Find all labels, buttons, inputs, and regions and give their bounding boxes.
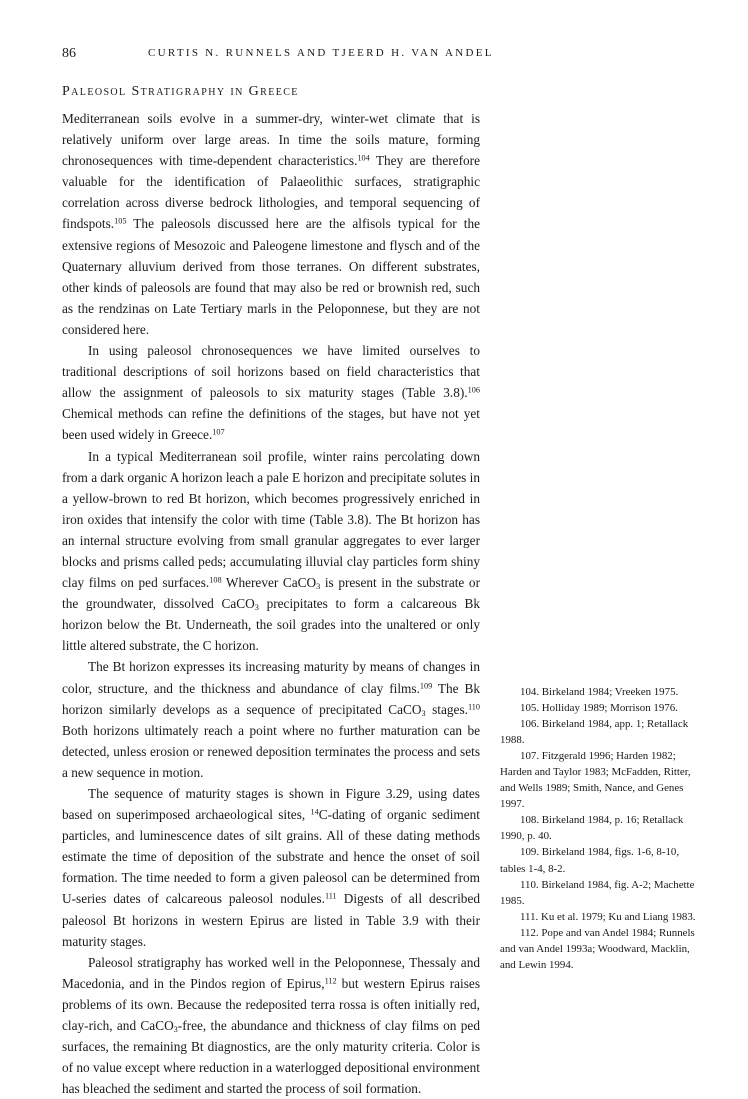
- footnote-ref: 108: [209, 575, 222, 585]
- footnote-ref: 107: [212, 427, 225, 437]
- footnote-ref: 109: [419, 681, 433, 690]
- footnote-ref: 106: [467, 385, 480, 395]
- page-number: 86: [62, 46, 76, 61]
- footnote: 108. Birkeland 1984, p. 16; Retallack 1990, p. 40.: [500, 814, 684, 843]
- paragraph: Paleosol stratigraphy has worked well in the Peloponnese, Thessaly and Macedonia, and in the Pindos region of Epirus,$^{112}$ but western Epirus raises problems of its own. Because the redeposited terra rossa is often initially red, clay-rich, and CaCO$_3$-free, the abundance and thickness of clay films on ped surfaces, the remaining Bt diagnostics, are the only maturity criteria. Color is of no value except where reduction in a waterlogged depositional environment has bleached the sediment and started the process of soil formation.: [62, 954, 480, 1097]
- footnote: 105. Holliday 1989; Morrison 1976.: [520, 702, 678, 715]
- footnote: 110. Birkeland 1984, fig. A-2; Machette 1985.: [500, 878, 695, 907]
- footnote: 109. Birkeland 1984, figs. 1-6, 8-10, tables 1-4, 8-2.: [500, 846, 680, 875]
- footnote-ref: 111: [324, 891, 337, 901]
- footnote-ref: 105: [114, 216, 127, 226]
- paragraph: Mediterranean soils evolve in a summer-dry, winter-wet climate that is relatively uniform over large areas. In time the soils mature, forming chronosequences with time-dependent characteristics.$^{104}$ They are therefore valuable for the identification of Palaeolithic surfaces, stratigraphic correlation across diverse bedrock lithologies, and temporal sequencing of findspots.$^{105}$ The paleosols discussed here are the alfisols typical for the extensive regions of Mesozoic and Paleogene limestone and flysch and of the Quaternary alluvium derived from those terranes. On different substrates, other kinds of paleosols are found that may also be red or brownish red, such as the rendzinas on Late Tertiary marls in the Peloponnese, but they are not considered here.: [62, 111, 480, 337]
- footnote: 112. Pope and van Andel 1984; Runnels and van Andel 1993a; Woodward, Macklin, and Lewin 1994.: [500, 926, 695, 971]
- footnote-ref: 112: [324, 976, 337, 986]
- body-text: [62, 108, 480, 1099]
- footnote: 111. Ku et al. 1979; Ku and Liang 1983.: [520, 910, 696, 923]
- footnote: 107. Fitzgerald 1996; Harden 1982; Harden and Taylor 1983; McFadden, Ritter, and Wells 1989; Smith, Nance, and Genes 1997.: [500, 750, 691, 811]
- footnote-ref: 104: [357, 153, 370, 163]
- paragraph: The Bt horizon expresses its increasing maturity by means of changes in color, structure, and the thickness and abundance of clay films.$^{109}$ The Bk horizon similarly develops as a sequence of precipitated CaCO$_3$ stages.$^{110}$ Both horizons ultimately reach a point where no further maturation can be detected, unless erosion or renewed deposition terminates the process and sets a new sequence in motion.: [62, 659, 480, 780]
- paragraph: In a typical Mediterranean soil profile, winter rains percolating down from a dark organic A horizon leach a pale E horizon and precipitate solutes in a yellow-brown to red Bt horizon, which becomes progressively enriched in iron oxides that intensify the color with time (Table 3.8). The Bt horizon has an internal structure evolving from small granular aggregates to ever larger blocks and prisms called peds; accumulating illuvial clay particles form shiny clay films on ped surfaces.$^{108}$ Wherever CaCO$_3$ is present in the substrate or the groundwater, dissolved CaCO$_3$ precipitates to form a calcareous Bk horizon below the Bt. Underneath, the soil grades into the unaltered or only little altered substrate, the C horizon.: [62, 448, 480, 654]
- section-heading: Paleosol Stratigraphy in Greece: [62, 84, 299, 99]
- footnote: 106. Birkeland 1984, app. 1; Retallack 1988.: [500, 718, 689, 747]
- paragraph: In using paleosol chronosequences we have limited ourselves to traditional descriptions of soil horizons based on field characteristics that allow the assignment of paleosols to six maturity stages (Table 3.8).$^{106}$ Chemical methods can refine the definitions of the stages, but have not yet been used widely in Greece.$^{107}$: [62, 343, 480, 443]
- paragraph: The sequence of maturity stages is shown in Figure 3.29, using dates based on superimposed archaeological sites, $^{14}$C-dating of organic sediment particles, and luminescence dates of silt grains. All of these dating methods estimate the time of deposition of the substrate and hence the onset of soil formation. The time needed to form a given paleosol can be determined from U-series dates of calcareous paleosol nodules.$^{111}$ Digests of all described paleosol Bt horizons in western Epirus are listed in Table 3.9 with their maturity stages.: [62, 786, 480, 949]
- footnotes: [500, 684, 696, 973]
- footnote: 104. Birkeland 1984; Vreeken 1975.: [520, 686, 679, 698]
- running-head: CURTIS N. RUNNELS AND TJEERD H. VAN ANDEL: [148, 47, 494, 59]
- footnote-ref: 110: [467, 702, 480, 712]
